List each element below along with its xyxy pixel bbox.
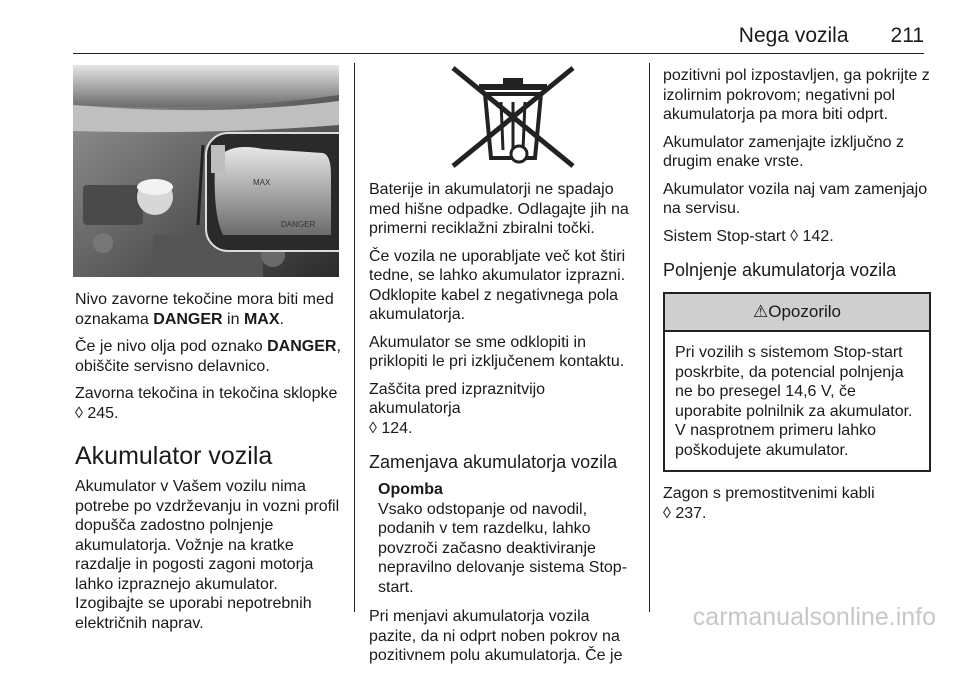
battery-intro-paragraph: Akumulator v Vašem vozilu nima potrebe po vzdrževanju in vozni profil dopušča zadostno polnjenje akumulatorja. Vožnje na kratke razdalje in pogosti zagoni motorja lahko izpraznejo akumulator. Izogibajte se uporabi nepotrebnih električnih naprav. [75,478,340,632]
warning-header [665,294,929,332]
warning-box [663,292,931,472]
weee-bin-symbol [447,66,579,175]
note-title: Opomba [378,481,443,498]
page-header [739,24,924,48]
note-text: Vsako odstopanje od navodil, podanih v tem razdelku, lahko povzroči začasno deaktiviranje nepravilno delovanje sistema Stop-start. [378,500,628,596]
danger-label: DANGER [281,220,316,229]
disposal-paragraph: Baterije in akumulatorji ne spadajo med hišne odpadke. Odlagajte jih na primerni reciklažni zbiralni točki. [369,181,629,237]
same-type-paragraph: Akumulator zamenjajte izključno z drugim enake vrste. [663,133,904,170]
warning-body [665,332,929,470]
engine-bay-photo [73,65,339,277]
column-middle [369,180,641,674]
discharge-protection-reference: Zaščita pred izpraznitvijo akumulatorja ◊ 124. [369,380,546,437]
stop-start-reference: Sistem Stop-start ◊ 142. [663,227,834,245]
watermark: carmanualsonline.info [692,603,936,631]
page-ref-arrow-icon: ◊ [75,404,83,422]
column-divider [649,63,650,612]
page-reference-link[interactable]: 237. [675,504,707,522]
subsection-heading: Zamenjava akumulatorja vozila [369,452,618,472]
max-label: MAX [253,178,271,187]
column-right [663,66,931,531]
page-reference-link[interactable]: 124. [381,419,413,437]
ignition-paragraph: Akumulator se sme odklopiti in priklopiti le pri izključenem kontaktu. [369,333,625,370]
page-number: 211 [890,24,924,47]
service-paragraph: Akumulator vozila naj vam zamenjajo na servisu. [663,180,928,217]
brake-fluid-paragraph: Nivo zavorne tekočine mora biti med oznakama DANGER in MAX. [75,291,334,328]
warning-text: Pri vozilih s sistemom Stop-start poskrbite, da potencial polnjenja ne bo presegel 14,6 V, če uporabite polnilnik za akumulator. V nasprotnem primeru lahko poškodujete akumulator. [675,344,913,459]
column-left [75,290,347,641]
warning-triangle-icon: ⚠ [752,302,769,321]
page-ref-arrow-icon: ◊ [790,227,799,245]
page-reference-link[interactable]: 245. [87,404,119,422]
jump-start-reference: Zagon s premostitvenimi kabli ◊ 237. [663,485,875,522]
page-ref-arrow-icon: ◊ [663,504,671,522]
column-divider [354,63,355,612]
note-box [369,480,641,597]
page-title: Nega vozila [738,24,849,47]
replacement-paragraph: Pri menjavi akumulatorja vozila pazite, da ni odprt noben pokrov na pozitivnem polu akumulatorja. Če je [369,608,623,664]
disconnect-paragraph: Če vozila ne uporabljate več kot štiri tedne, se lahko akumulator izprazni. Odklopite kabel z negativnega pola akumulatorja. [369,247,626,323]
oil-level-paragraph: Če je nivo olja pod oznako DANGER, obiščite servisno delavnico. [75,338,341,375]
positive-pole-paragraph: pozitivni pol izpostavljen, ga pokrijte z izolirnim pokrovom; negativni pol akumulatorja pa mora biti odprt. [663,67,930,123]
page-ref-arrow-icon: ◊ [369,419,377,437]
header-rule [73,53,924,54]
section-heading: Akumulator vozila [75,442,273,470]
clutch-fluid-reference: Zavorna tekočina in tekočina sklopke ◊ 245. [75,385,338,422]
warning-title: Opozorilo [768,302,841,321]
page-reference-link[interactable]: 142. [802,227,834,245]
subsection-heading: Polnjenje akumulatorja vozila [663,260,897,280]
crossed-bin-icon [447,66,579,170]
engine-illustration [73,65,339,277]
